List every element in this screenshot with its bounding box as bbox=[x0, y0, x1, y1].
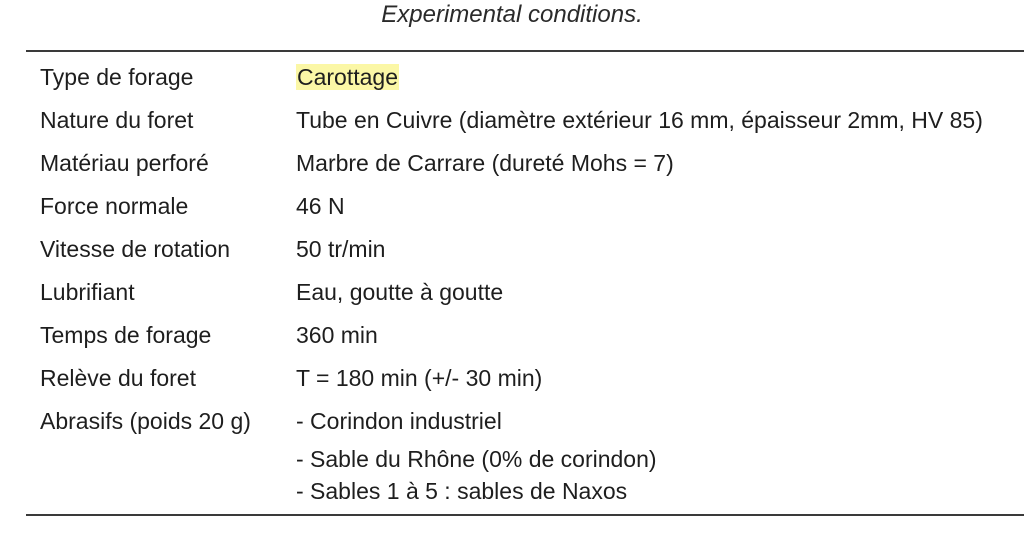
table-bottom-rule bbox=[26, 514, 1024, 516]
row-value-lubrifiant: Eau, goutte à goutte bbox=[296, 279, 504, 305]
table-caption: Experimental conditions. bbox=[381, 1, 643, 28]
row-label-materiau-perfore: Matériau perforé bbox=[40, 150, 209, 176]
row-value-nature-du-foret: Tube en Cuivre (diamètre extérieur 16 mm, épaisseur 2mm, HV 85) bbox=[296, 107, 983, 133]
abrasif-item: - Sables 1 à 5 : sables de Naxos bbox=[296, 478, 628, 504]
table-row bbox=[40, 400, 1020, 507]
abrasif-item: - Corindon industriel bbox=[296, 408, 502, 434]
row-value-releve-du-foret: T = 180 min (+/- 30 min) bbox=[296, 365, 543, 391]
row-value-force-normale: 46 N bbox=[296, 193, 345, 219]
row-label-releve-du-foret: Relève du foret bbox=[40, 365, 196, 391]
table-row bbox=[40, 99, 1020, 142]
row-label-vitesse-de-rotation: Vitesse de rotation bbox=[40, 236, 231, 262]
row-value-materiau-perfore: Marbre de Carrare (dureté Mohs = 7) bbox=[296, 150, 674, 176]
row-value-temps-de-forage: 360 min bbox=[296, 322, 378, 348]
highlighted-text: Carottage bbox=[297, 64, 399, 90]
table-row bbox=[40, 56, 1020, 99]
table-top-rule bbox=[26, 50, 1024, 52]
table-row bbox=[40, 228, 1020, 271]
table-row bbox=[40, 271, 1020, 314]
conditions-table bbox=[40, 56, 1020, 507]
row-value-vitesse-de-rotation: 50 tr/min bbox=[296, 236, 386, 262]
table-row bbox=[40, 357, 1020, 400]
row-value-abrasifs bbox=[296, 400, 657, 507]
row-label-lubrifiant: Lubrifiant bbox=[40, 279, 135, 305]
abrasif-item: - Sable du Rhône (0% de corindon) bbox=[296, 446, 657, 472]
table-row bbox=[40, 142, 1020, 185]
row-label-temps-de-forage: Temps de forage bbox=[40, 322, 212, 348]
table-row bbox=[40, 314, 1020, 357]
row-label-type-de-forage: Type de forage bbox=[40, 64, 194, 90]
row-label-abrasifs: Abrasifs (poids 20 g) bbox=[40, 408, 251, 434]
table-row bbox=[40, 185, 1020, 228]
row-label-nature-du-foret: Nature du foret bbox=[40, 107, 194, 133]
row-value-type-de-forage bbox=[296, 56, 399, 99]
row-label-force-normale: Force normale bbox=[40, 193, 189, 219]
